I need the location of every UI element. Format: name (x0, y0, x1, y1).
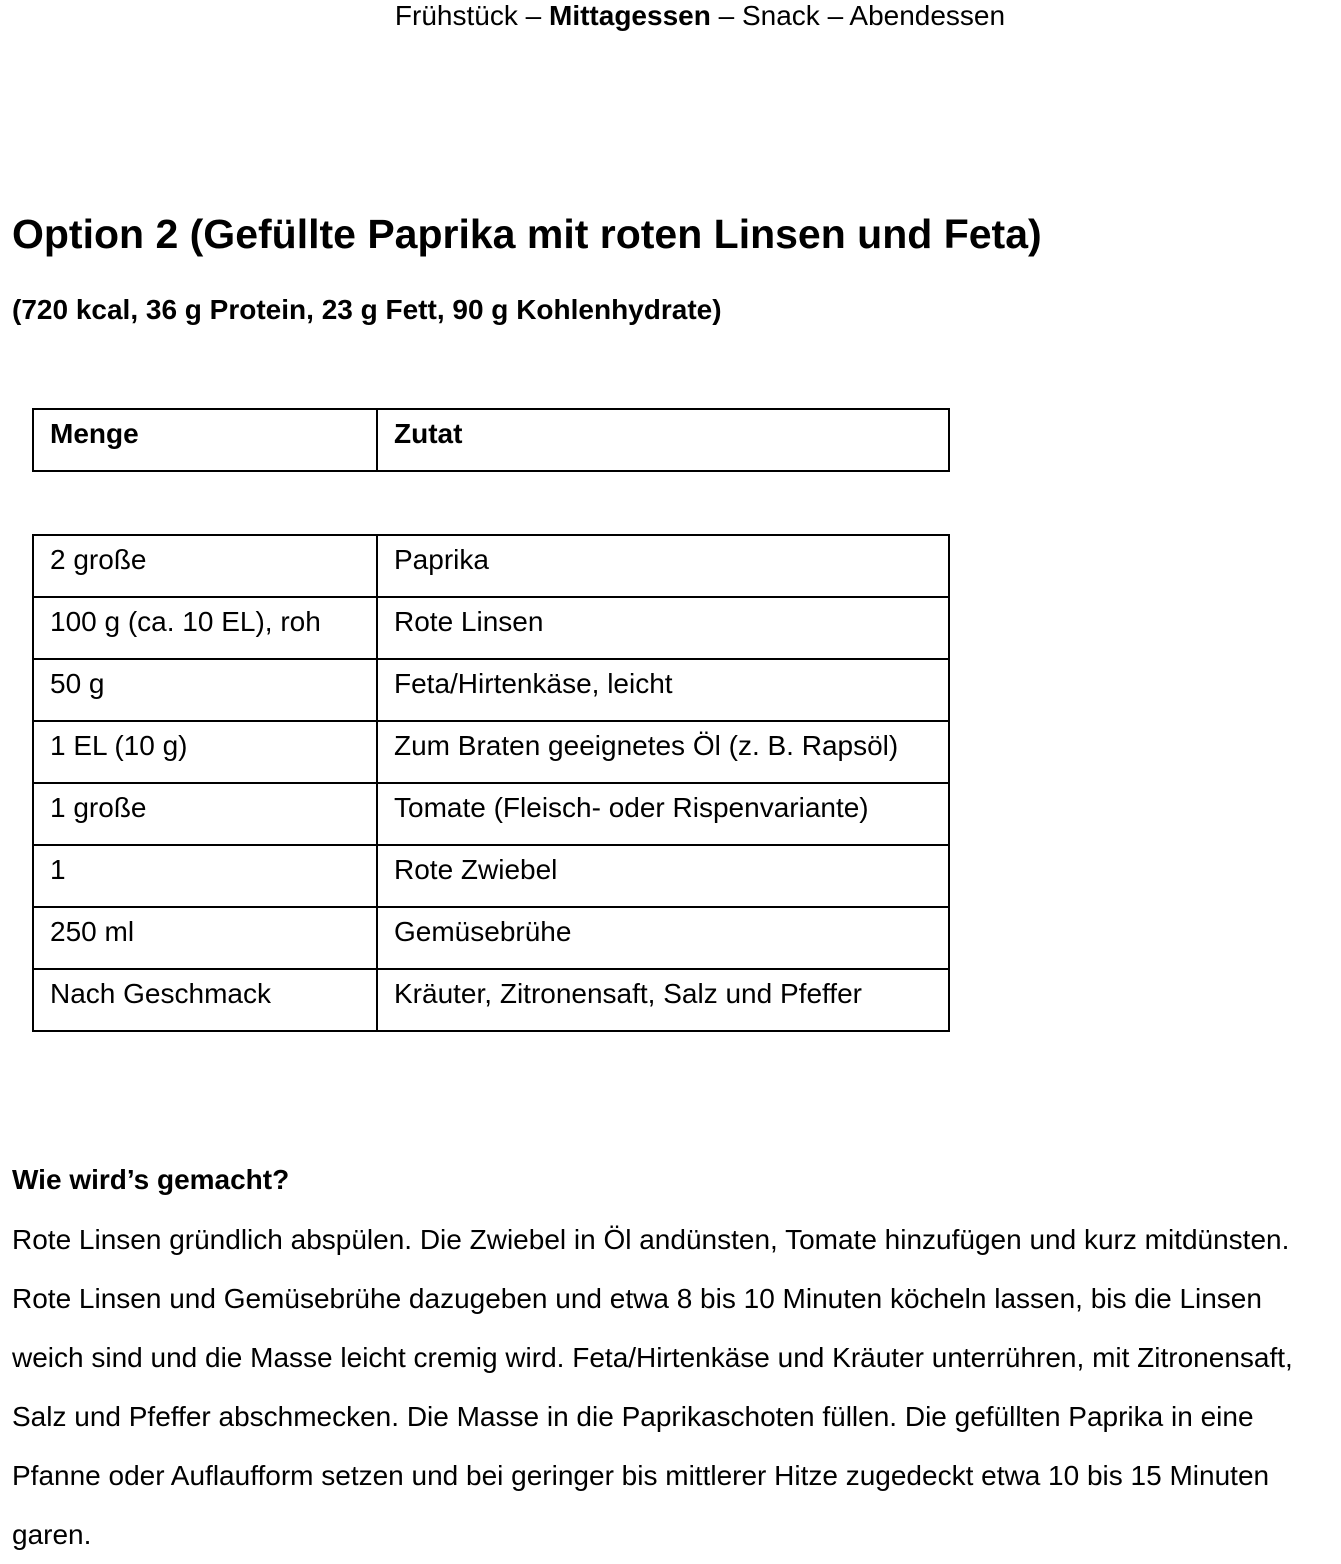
nav-separator: – (718, 0, 742, 31)
nav-separator: – (827, 0, 850, 31)
ingredient-amount: 100 g (ca. 10 EL), roh (33, 597, 377, 659)
table-row (33, 969, 949, 1031)
ingredient-item: Rote Zwiebel (377, 845, 949, 907)
ingredient-item: Zum Braten geeignetes Öl (z. B. Rapsöl) (377, 721, 949, 783)
column-header-zutat: Zutat (377, 409, 949, 471)
ingredient-item: Gemüsebrühe (377, 907, 949, 969)
table-row (33, 659, 949, 721)
nav-item-fruehstueck[interactable]: Frühstück (394, 0, 518, 31)
recipe-macros: (720 kcal, 36 g Protein, 23 g Fett, 90 g Kohlenhydrate) (12, 294, 722, 325)
ingredient-amount: 50 g (33, 659, 377, 721)
ingredient-item: Rote Linsen (377, 597, 949, 659)
ingredients-header-table (32, 408, 950, 472)
ingredient-amount: 1 EL (10 g) (33, 721, 377, 783)
ingredients-table (32, 534, 950, 1032)
nav-item-mittagessen[interactable]: Mittagessen (549, 0, 711, 31)
nav-item-snack[interactable]: Snack (741, 0, 820, 31)
meal-navigation (0, 0, 1341, 32)
table-row (33, 597, 949, 659)
ingredient-item: Kräuter, Zitronensaft, Salz und Pfeffer (377, 969, 949, 1031)
table-header-row (33, 409, 949, 471)
ingredient-amount: Nach Geschmack (33, 969, 377, 1031)
instructions-text: Rote Linsen gründlich abspülen. Die Zwiebel in Öl andünsten, Tomate hinzufügen und kurz mitdünsten. Rote Linsen und Gemüsebrühe dazugeben und etwa 8 bis 10 Minuten köcheln lassen, bis die Linsen weich sind und die Masse leicht cremig wird. Feta/Hirtenkäse und Kräuter unterrühren, mit Zitronensaft, Salz und Pfeffer abschmecken. Die Masse in die Paprikaschoten füllen. Die gefüllten Paprika in eine Pfanne oder Auflaufform setzen und bei geringer bis mittlerer Hitze zugedeckt etwa 10 bis 15 Minuten garen. (12, 1224, 1293, 1550)
ingredient-amount: 250 ml (33, 907, 377, 969)
ingredient-item: Feta/Hirtenkäse, leicht (377, 659, 949, 721)
ingredient-amount: 1 (33, 845, 377, 907)
table-row (33, 907, 949, 969)
instructions-heading: Wie wird’s gemacht? (12, 1164, 290, 1195)
table-row (33, 535, 949, 597)
ingredient-amount: 1 große (33, 783, 377, 845)
nav-separator: – (525, 0, 549, 31)
ingredient-item: Paprika (377, 535, 949, 597)
table-row (33, 783, 949, 845)
table-row (33, 721, 949, 783)
column-header-menge: Menge (33, 409, 377, 471)
ingredient-item: Tomate (Fleisch- oder Rispenvariante) (377, 783, 949, 845)
ingredient-amount: 2 große (33, 535, 377, 597)
nav-item-abendessen[interactable]: Abendessen (849, 0, 1006, 31)
recipe-title: Option 2 (Gefüllte Paprika mit roten Linsen und Feta) (12, 211, 1042, 257)
table-row (33, 845, 949, 907)
